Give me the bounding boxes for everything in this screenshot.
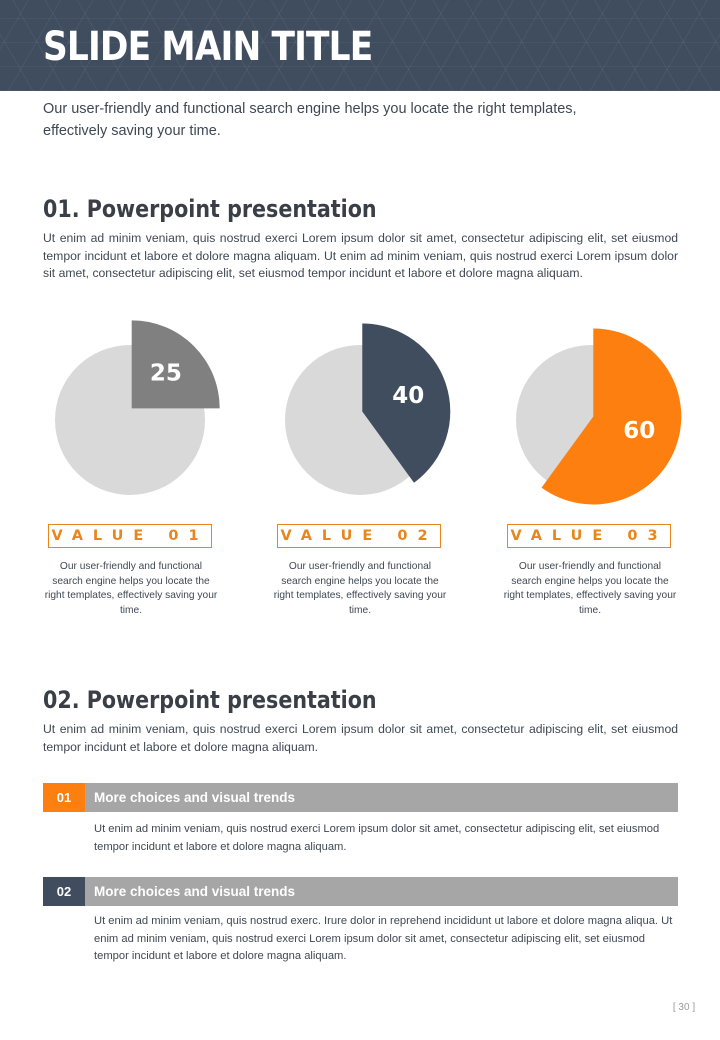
item-title-2: More choices and visual trends bbox=[94, 884, 296, 899]
value-desc-1: Our user-friendly and functional search engine helps you locate the right templates, effectively saving your time. bbox=[44, 561, 218, 616]
item-number-1: 01 bbox=[43, 783, 85, 812]
value-column-2 bbox=[273, 320, 463, 620]
item-number-2: 02 bbox=[43, 877, 85, 906]
list-item-bar-1 bbox=[43, 783, 678, 812]
slide-main-title: SLIDE MAIN TITLE bbox=[43, 24, 373, 70]
pie-chart-3 bbox=[503, 320, 693, 510]
value-label-2: VALUE 02 bbox=[277, 524, 441, 548]
section-1-title: 01. Powerpoint presentation bbox=[43, 195, 377, 223]
header-banner bbox=[0, 0, 720, 91]
section-2-title: 02. Powerpoint presentation bbox=[43, 686, 377, 714]
item-title-1: More choices and visual trends bbox=[94, 790, 296, 805]
pie-chart-2 bbox=[273, 320, 463, 510]
page-number: [ 30 ] bbox=[672, 1002, 696, 1013]
pie-value-label: 25 bbox=[149, 360, 182, 387]
pie-chart-1 bbox=[44, 320, 234, 510]
value-label-1: VALUE 01 bbox=[48, 524, 212, 548]
item-body-2: Ut enim ad minim veniam, quis nostrud exerc. Irure dolor in reprehend incididunt ut labore et dolore magna aliqua. Ut enim ad minim veniam, quis nostrud exerci Lorem ipsum dolor sit amet, consectetur adipiscing elit, set eiusmod tempor incidunt et labore et dolore magna aliquam. bbox=[94, 915, 673, 962]
section-2-body: Ut enim ad minim veniam, quis nostrud exerci Lorem ipsum dolor sit amet, consectetur adipiscing elit, set eiusmod tempor incidunt et labore et dolore magna aliquam. bbox=[43, 722, 678, 754]
item-body-1: Ut enim ad minim veniam, quis nostrud exerci Lorem ipsum dolor sit amet, consectetur adipiscing elit, set eiusmod tempor incidunt et labore et dolore magna aliquam. bbox=[94, 823, 660, 853]
value-label-3: VALUE 03 bbox=[507, 524, 671, 548]
value-desc-3: Our user-friendly and functional search engine helps you locate the right templates, effectively saving your time. bbox=[503, 561, 677, 616]
value-column-1 bbox=[44, 320, 234, 620]
list-item-bar-2 bbox=[43, 877, 678, 906]
section-1-body: Ut enim ad minim veniam, quis nostrud exerci Lorem ipsum dolor sit amet, consectetur adipiscing elit, set eiusmod tempor incidunt et labore et dolore magna aliquam. Ut enim ad minim veniam, quis nostrud exerci Lorem ipsum dolor sit amet, consectetur adipiscing elit, set eiusmod tempor incidunt et labore et dolore magna aliquam. bbox=[43, 231, 678, 280]
pie-value-label: 40 bbox=[392, 383, 425, 410]
pie-value-label: 60 bbox=[623, 417, 656, 444]
intro-text: Our user-friendly and functional search engine helps you locate the right templates, effectively saving your time. bbox=[43, 101, 577, 139]
value-column-3 bbox=[503, 320, 693, 620]
value-desc-2: Our user-friendly and functional search engine helps you locate the right templates, effectively saving your time. bbox=[273, 561, 447, 616]
